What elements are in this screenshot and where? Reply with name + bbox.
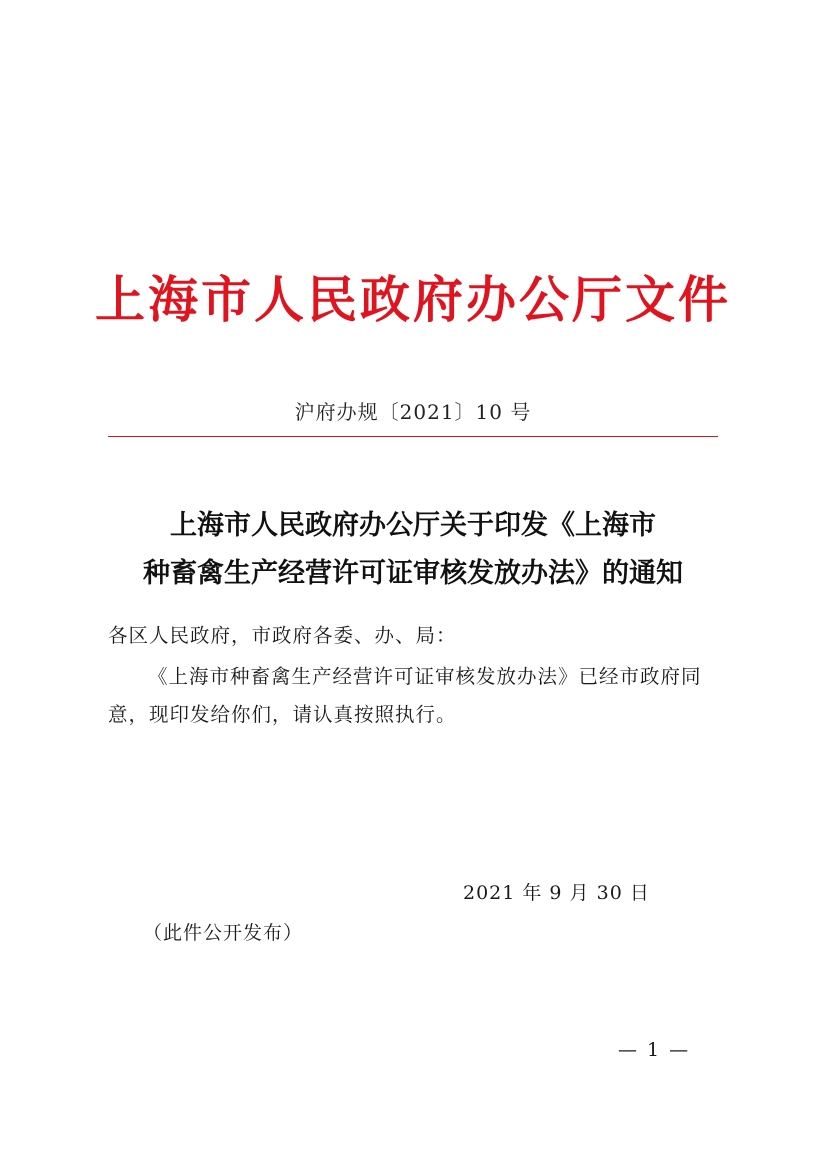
issuer-title: 上海市人民政府办公厅文件 (95, 270, 731, 329)
document-title-line-1: 上海市人民政府办公厅关于印发《上海市 (170, 510, 656, 541)
document-title-line-2: 种畜禽生产经营许可证审核发放办法》的通知 (143, 558, 683, 589)
issue-date: 2021 年 9 月 30 日 (463, 882, 650, 904)
red-separator-line (108, 436, 718, 437)
publication-note: （此件公开发布） (143, 922, 304, 944)
page-number: — 1 — (618, 1039, 691, 1061)
body-paragraph: 《上海市种畜禽生产经营许可证审核发放办法》已经市政府同意，现印发给你们，请认真按照执行。 (108, 665, 702, 726)
document-number: 沪府办规〔2021〕10 号 (294, 400, 532, 424)
document-title (0, 502, 826, 598)
salutation: 各区人民政府，市政府各委、办、局： (108, 624, 457, 647)
